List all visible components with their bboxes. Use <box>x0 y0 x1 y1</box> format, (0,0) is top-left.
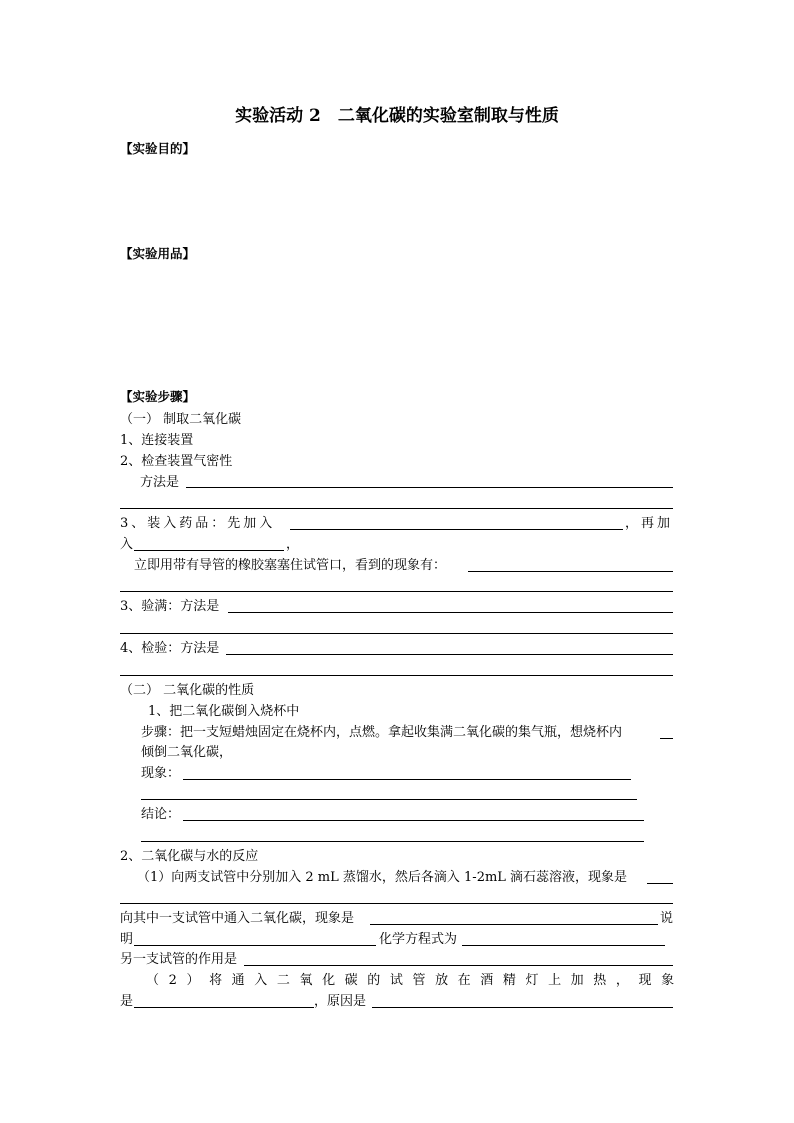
step-load-comma: ， <box>286 537 300 552</box>
prop-water: 2、二氧化碳与水的反应 <box>120 849 259 864</box>
step-full-check: 3、验满：方法是 <box>120 599 220 614</box>
prop-water-shi: 是 <box>120 994 134 1009</box>
answer-line[interactable] <box>660 738 673 739</box>
answer-line[interactable] <box>290 529 623 530</box>
section-heading-purpose: 【实验目的】 <box>120 141 196 156</box>
prop-pour-steps-2: 倾倒二氧化碳， <box>141 745 233 760</box>
prop-water-ming: 明 <box>120 932 134 947</box>
phenomenon-label: 现象： <box>141 766 181 781</box>
prop-water-eq: 化学方程式为 <box>379 932 458 947</box>
page-title: 实验活动 2 二氧化碳的实验室制取与性质 <box>235 106 559 126</box>
answer-line[interactable] <box>120 591 673 592</box>
prop-pour-steps: 步骤：把一支短蜡烛固定在烧杯内，点燃。拿起收集满二氧化碳的集气瓶，想烧杯内 <box>141 725 623 740</box>
prop-water-reason: ，原因是 <box>314 994 367 1009</box>
prop-water-1: （1）向两支试管中分别加入 2 mL 蒸馏水，然后各滴入 1-2mL 滴石蕊溶液，现象是 <box>137 870 628 885</box>
answer-line[interactable] <box>120 903 673 904</box>
answer-line[interactable] <box>244 965 673 966</box>
step-load-row <box>120 515 673 533</box>
answer-line[interactable] <box>647 883 673 884</box>
answer-line[interactable] <box>370 924 658 925</box>
answer-line[interactable] <box>134 945 376 946</box>
section-heading-materials: 【实验用品】 <box>120 246 196 261</box>
step-verify: 4、检验：方法是 <box>120 641 220 656</box>
answer-line[interactable] <box>183 820 644 821</box>
step-load-prefix: 3、装入药品：先加入 <box>120 516 276 531</box>
answer-line[interactable] <box>186 487 673 488</box>
step-load-ru: 入 <box>120 537 134 552</box>
part2-heading: （二） 二氧化碳的性质 <box>120 683 255 698</box>
answer-line[interactable] <box>462 945 665 946</box>
section-heading-steps: 【实验步骤】 <box>120 389 196 404</box>
prop-water-other: 另一支试管的作用是 <box>120 952 238 967</box>
answer-line[interactable] <box>141 799 637 800</box>
prop-pour: 1、把二氧化碳倒入烧杯中 <box>148 704 300 719</box>
step-connect: 1、连接装置 <box>120 433 194 448</box>
conclusion-label: 结论： <box>141 807 181 822</box>
answer-line[interactable] <box>120 675 673 676</box>
answer-line[interactable] <box>134 550 284 551</box>
step-load-then: ，再加 <box>624 516 673 531</box>
answer-line[interactable] <box>226 654 673 655</box>
prop-water-2: （2）将通入二氧化碳的试管放在酒精灯上加热，现象 <box>146 973 684 988</box>
answer-line[interactable] <box>120 633 673 634</box>
answer-line[interactable] <box>183 779 631 780</box>
prop-water-shuo: 说 <box>660 911 674 926</box>
answer-line[interactable] <box>141 841 644 842</box>
prop-water-pass: 向其中一支试管中通入二氧化碳，现象是 <box>120 911 355 926</box>
method-label: 方法是 <box>140 475 180 490</box>
answer-line[interactable] <box>372 1007 673 1008</box>
part1-heading: （一） 制取二氧化碳 <box>120 412 242 427</box>
answer-line[interactable] <box>120 508 673 509</box>
answer-line[interactable] <box>134 1007 314 1008</box>
answer-line[interactable] <box>228 612 673 613</box>
answer-line[interactable] <box>468 571 673 572</box>
step-airtight: 2、检查装置气密性 <box>120 454 233 469</box>
prop-water-2-row <box>120 972 684 990</box>
step-load-observe: 立即用带有导管的橡胶塞塞住试管口，看到的现象有： <box>134 558 447 573</box>
